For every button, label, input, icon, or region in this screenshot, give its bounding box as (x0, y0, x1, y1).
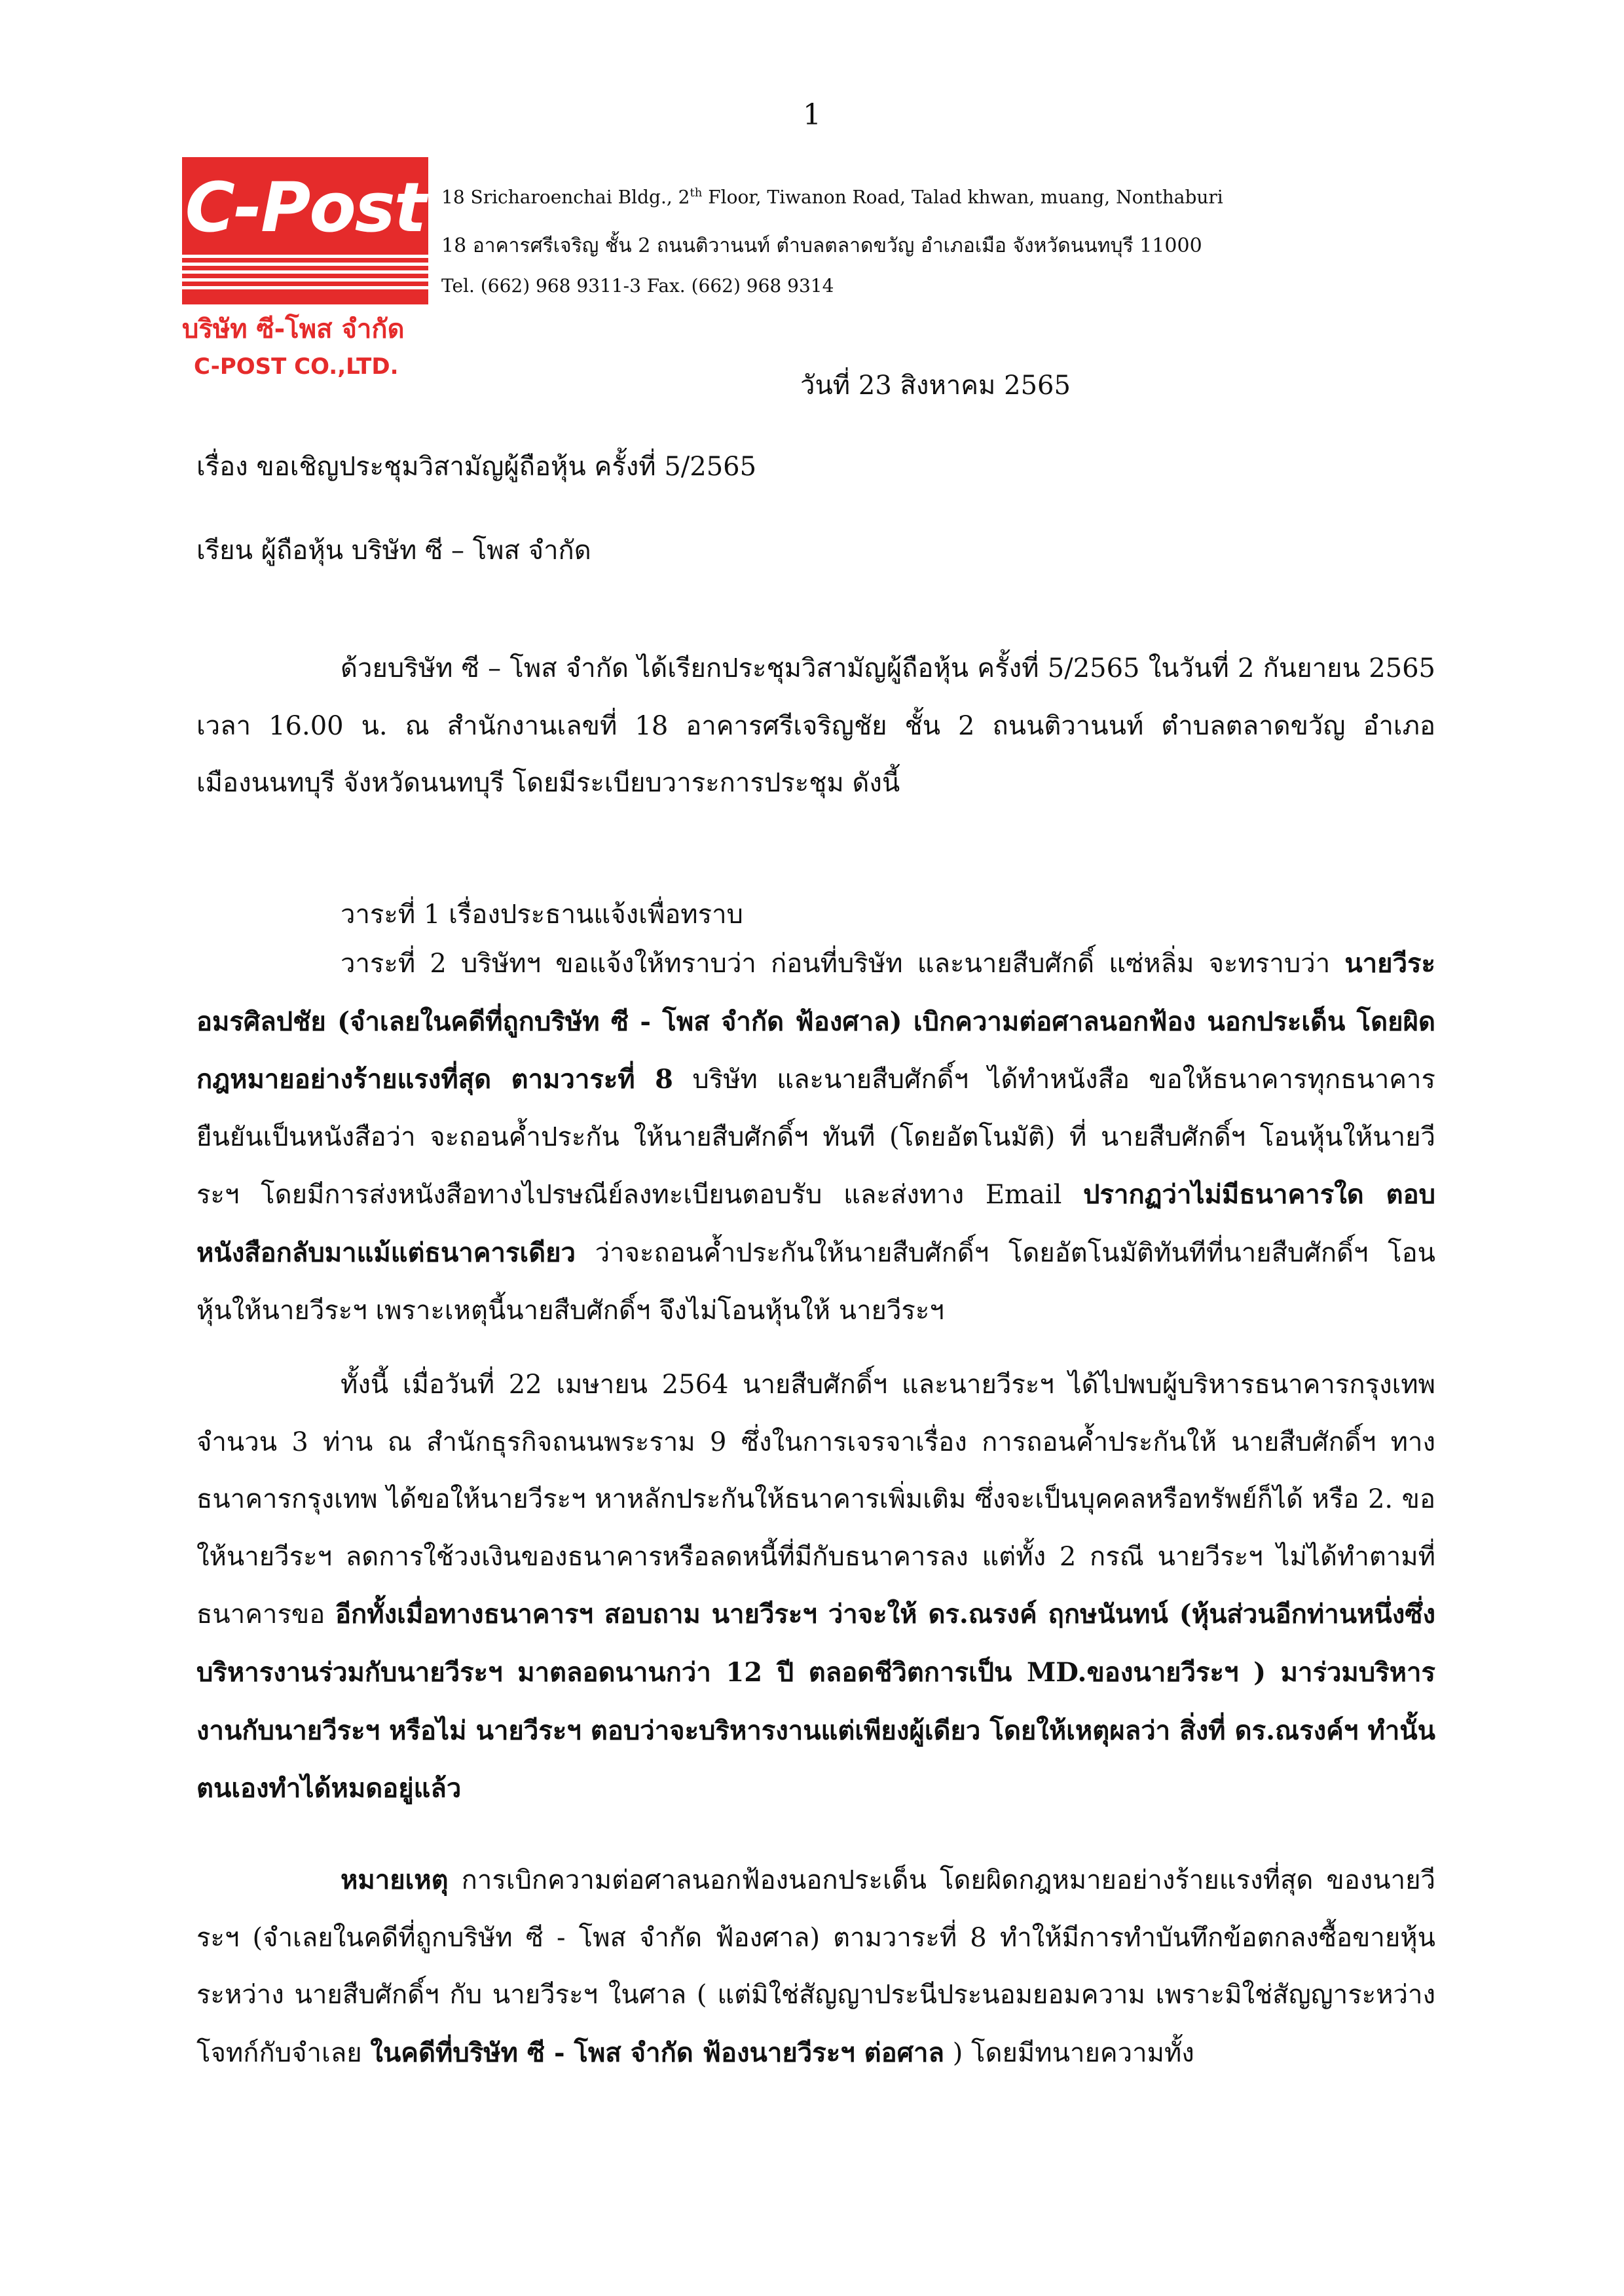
logo-stripes (182, 255, 428, 295)
remark-paragraph: หมายเหตุ การเบิกความต่อศาลนอกฟ้องนอกประเด็น โดยผิดกฎหมายอย่างร้ายแรงที่สุด ของนายวีระฯ (จำเลยในคดีที่ถูกบริษัท ซี - โพส จำกัด ฟ้องศาล) ตามวาระที่ 8 ทำให้มีการทำบันทึกข้อตกลงซื้อขายหุ้นระหว่าง นายสืบศักดิ์ฯ กับ นายวีระฯ ในศาล ( แต่มิใช่สัญญาประนีประนอมยอมความ เพราะมิใช่สัญญาระหว่างโจทก์กับจำเลย ในคดีที่บริษัท ซี - โพส จำกัด ฟ้องนายวีระฯ ต่อศาล ) โดยมีทนายความทั้ง (196, 1865, 1435, 2068)
letter-salutation: เรียน ผู้ถือหุ้น บริษัท ซี – โพส จำกัด (196, 536, 591, 566)
letter-subject: เรื่อง ขอเชิญประชุมวิสามัญผู้ถือหุ้น ครั้งที่ 5/2565 (196, 452, 757, 482)
logo-text: C-Post (185, 168, 426, 247)
company-logo (182, 157, 428, 304)
company-name-en: C-POST CO.,LTD. (194, 354, 399, 380)
agenda-item-2: วาระที่ 2 บริษัทฯ ขอแจ้งให้ทราบว่า ก่อนที่บริษัท และนายสืบศักดิ์ แซ่หลิ่ม จะทราบว่า นายวีระ อมรศิลปชัย (จำเลยในคดีที่ถูกบริษัท ซี - โพส จำกัด ฟ้องศาล) เบิกความต่อศาลนอกฟ้อง นอกประเด็น โดยผิดกฎหมายอย่างร้ายแรงที่สุด ตามวาระที่ 8 บริษัท และนายสืบศักดิ์ฯ ได้ทำหนังสือ ขอให้ธนาคารทุกธนาคารยืนยันเป็นหนังสือว่า จะถอนค้ำประกัน ให้นายสืบศักดิ์ฯ ทันที (โดยอัตโนมัติ) ที่ นายสืบศักดิ์ฯ โอนหุ้นให้นายวีระฯ โดยมีการส่งหนังสือทางไปรษณีย์ลงทะเบียนตอบรับ และส่งทาง Email ปรากฏว่าไม่มีธนาคารใด ตอบหนังสือกลับมาแม้แต่ธนาคารเดียว ว่าจะถอนค้ำประกันให้นายสืบศักดิ์ฯ โดยอัตโนมัติทันทีที่นายสืบศักดิ์ฯ โอนหุ้นให้นายวีระฯ เพราะเหตุนี้นายสืบศักดิ์ฯ จึงไม่โอนหุ้นให้ นายวีระฯ (196, 948, 1435, 1326)
intro-paragraph: ด้วยบริษัท ซี – โพส จำกัด ได้เรียกประชุมวิสามัญผู้ถือหุ้น ครั้งที่ 5/2565 ในวันที่ 2 กันยายน 2565 เวลา 16.00 น. ณ สำนักงานเลขที่ 18 อาคารศรีเจริญชัย ชั้น 2 ถนนติวานนท์ ตำบลตลาดขวัญ อำเภอเมืองนนทบุรี จังหวัดนนทบุรี โดยมีระเบียบวาระการประชุม ดังนี้ (196, 653, 1435, 799)
address-thai: 18 อาคารศรีเจริญ ชั้น 2 ถนนติวานนท์ ตำบลตลาดขวัญ อำเภอเมือ จังหวัดนนทบุรี 11000 (441, 234, 1202, 257)
letter-date: วันที่ 23 สิงหาคม 2565 (800, 371, 1071, 401)
address-english: 18 Sricharoenchai Bldg., 2th Floor, Tiwanon Road, Talad khwan, muang, Nonthaburi (441, 186, 1223, 208)
meeting-paragraph: ทั้งนี้ เมื่อวันที่ 22 เมษายน 2564 นายสืบศักดิ์ฯ และนายวีระฯ ได้ไปพบผู้บริหารธนาคารกรุงเทพ จำนวน 3 ท่าน ณ สำนักธุรกิจถนนพระราม 9 ซึ่งในการเจรจาเรื่อง การถอนค้ำประกันให้ นายสืบศักดิ์ฯ ทางธนาคารกรุงเทพ ได้ขอให้นายวีระฯ หาหลักประกันให้ธนาคารเพิ่มเติม ซึ่งจะเป็นบุคคลหรือทรัพย์ก็ได้ หรือ 2. ขอให้นายวีระฯ ลดการใช้วงเงินของธนาคารหรือลดหนี้ที่มีกับธนาคารลง แต่ทั้ง 2 กรณี นายวีระฯ ไม่ได้ทำตามที่ธนาคารขอ อีกทั้งเมื่อทางธนาคารฯ สอบถาม นายวีระฯ ว่าจะให้ ดร.ณรงค์ ฤกษนันทน์ (หุ้นส่วนอีกท่านหนึ่งซึ่งบริหารงานร่วมกับนายวีระฯ มาตลอดนานกว่า 12 ปี ตลอดชีวิตการเป็น MD.ของนายวีระฯ ) มาร่วมบริหารงานกับนายวีระฯ หรือไม่ นายวีระฯ ตอบว่าจะบริหารงานแต่เพียงผู้เดียว โดยให้เหตุผลว่า สิ่งที่ ดร.ณรงค์ฯ ทำนั้น ตนเองทำได้หมดอยู่แล้ว (196, 1370, 1435, 1804)
page-number: 1 (803, 98, 821, 132)
agenda-item-1: วาระที่ 1 เรื่องประธานแจ้งเพื่อทราบ (341, 900, 743, 930)
company-name-thai: บริษัท ซี-โพส จำกัด (182, 314, 405, 344)
phone-fax: Tel. (662) 968 9311-3 Fax. (662) 968 9314 (441, 275, 834, 297)
